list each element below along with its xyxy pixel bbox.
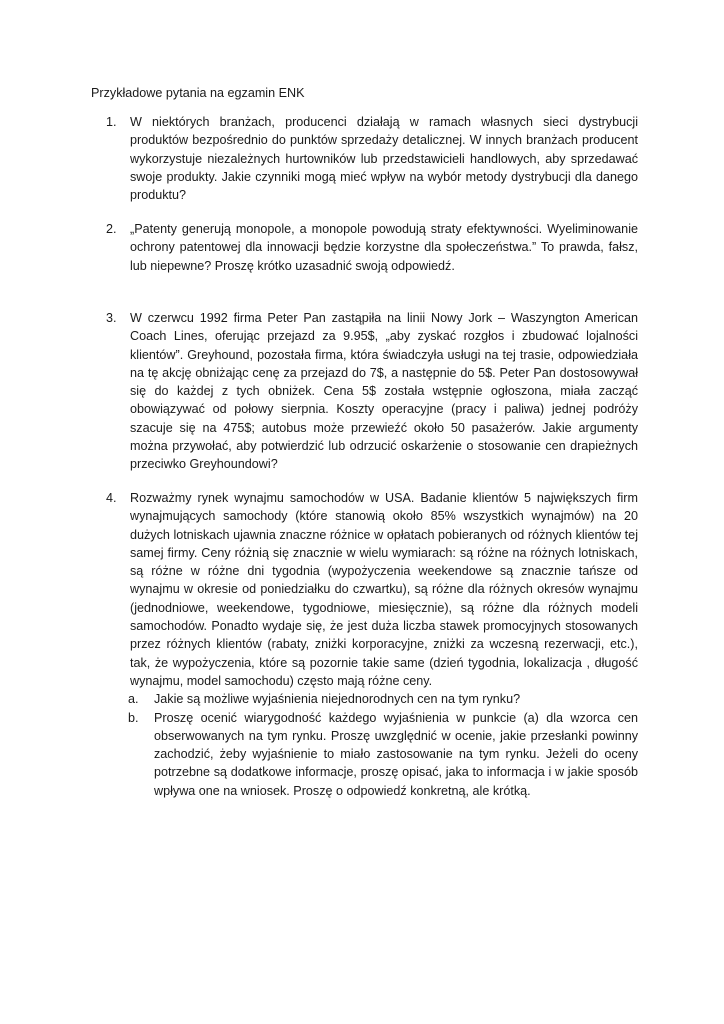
question-number: 4. bbox=[106, 491, 117, 505]
subquestion-letter: a. bbox=[128, 692, 139, 707]
question-number: 3. bbox=[106, 311, 117, 325]
subquestion-list bbox=[130, 690, 638, 800]
subquestion-text: Proszę ocenić wiarygodność każdego wyjaśnienia w punkcie (a) dla wzorca cen obserwowanych na tym rynku. Proszę uwzględnić w ocenie, jakie przesłanki powinny zachodzić, żeby wyjaśnienie to miało zastosowanie na tym rynku. Jeżeli do oceny potrzebne są dodatkowe informacje, proszę opisać, jaka to informacja i w jakie sposób wpływa one na wniosek. Proszę o odpowiedź konkretną, ale krótką. bbox=[154, 710, 638, 798]
question-1 bbox=[106, 113, 638, 204]
subquestion-text: Jakie są możliwe wyjaśnienia niejednorodnych cen na tym rynku? bbox=[154, 692, 521, 707]
subquestion-a bbox=[128, 690, 638, 708]
subquestion-letter: b. bbox=[128, 710, 139, 725]
question-4 bbox=[106, 489, 638, 800]
question-text: W niektórych branżach, producenci działają w ramach własnych sieci dystrybucji produktów bezpośrednio do punktów sprzedaży detalicznej. W innych branżach producent wykorzystuje niezależnych hurtowników lub przedstawicieli handlowych, aby sprzedawać swoje produkty. Jakie czynniki mogą mieć wpływ na wybór metody dystrybucji dla danego produktu? bbox=[130, 115, 638, 203]
question-text: W czerwcu 1992 firma Peter Pan zastąpiła na linii Nowy Jork – Waszyngton American Coach Lines, oferując przejazd za 9.95$, „aby zyskać rozgłos i zbudować lojalności klientów”. Greyhound, pozostała firma, która świadczyła usługi na tej trasie, odpowiedziała na tę akcję obniżając cenę za przejazd do 7$, a następnie do 5$. Peter Pan dostosowywał się do każdej z tych obniżek. Cena 5$ została wstępnie ogłoszona, miała zacząć obowiązywać od połowy sierpnia. Koszty operacyjne (pracy i paliwa) jednej podróży szacuje się na 475$; autobus może przewieźć około 50 pasażerów. Jakie argumenty można przywołać, aby potwierdzić lub odrzucić oskarżenie o stosowanie cen drapieżnych przeciwko Greyhoundowi? bbox=[130, 311, 638, 472]
question-2 bbox=[106, 220, 638, 275]
question-text: Rozważmy rynek wynajmu samochodów w USA. Badanie klientów 5 największych firm wynajmujących samochody (które stanowią około 85% wszystkich wynajmów) na 20 dużych lotniskach ujawnia znaczne różnice w opłatach pobieranych od różnych klientów tej samej firmy. Ceny różnią się znacznie w wielu wymiarach: są różne na różnych lotniskach, są różne w różne dni tygodnia (wypożyczenia weekendowe są znacznie tańsze od wynajmu w okresie od poniedziałku do czwartku), są różne dla różnych okresów wynajmu (jednodniowe, weekendowe, tygodniowe, miesięcznie), są różne dla różnych modeli samochodów. Ponadto wydaje się, że jest duża liczba stawek promocyjnych stosowanych przez różnych klientów (rabaty, zniżki korporacyjne, zniżki za wczesną rezerwacji, etc.), tak, że wypożyczenia, które są pozornie takie same (dzień tygodnia, lokalizacja , długość wynajmu, model samochodu) często mają różne ceny. bbox=[130, 491, 638, 688]
question-number: 2. bbox=[106, 222, 117, 236]
question-3 bbox=[106, 309, 638, 474]
question-number: 1. bbox=[106, 115, 117, 129]
subquestion-b bbox=[128, 709, 638, 800]
question-text: „Patenty generują monopole, a monopole powodują straty efektywności. Wyeliminowanie ochrony patentowej dla innowacji będzie korzystne dla społeczeństwa.” To prawda, fałsz, lub niepewne? Proszę krótko uzasadnić swoją odpowiedź. bbox=[130, 222, 638, 273]
document-title: Przykładowe pytania na egzamin ENK bbox=[91, 86, 305, 100]
